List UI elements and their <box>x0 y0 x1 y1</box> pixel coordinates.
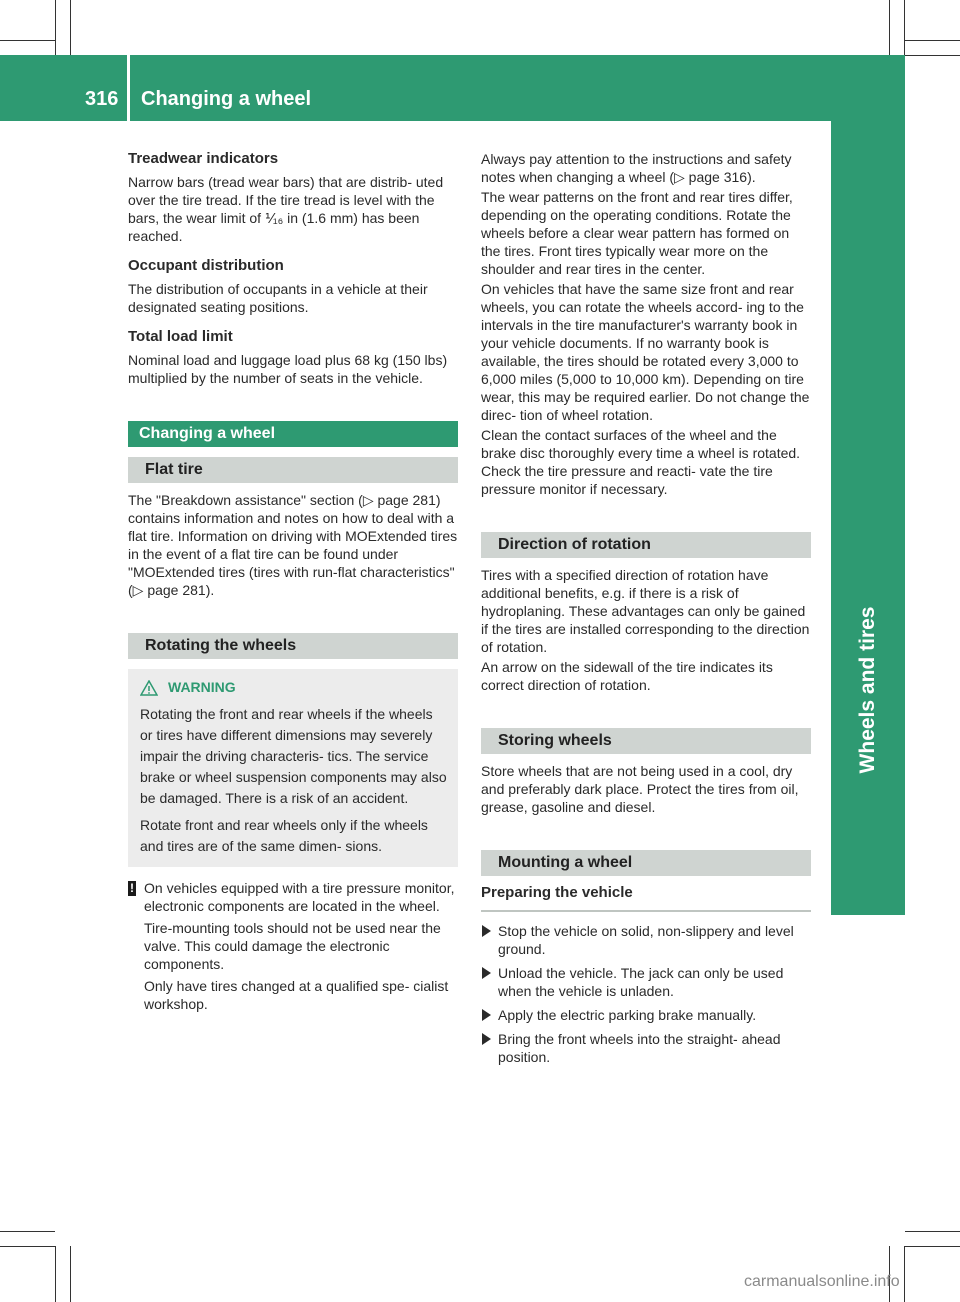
notice-body <box>144 879 458 1017</box>
step-arrow-icon <box>481 925 491 937</box>
section-changing-wheel: Changing a wheel <box>128 421 458 447</box>
crop-mark <box>889 0 890 55</box>
direction-heading: Direction of rotation <box>481 532 811 558</box>
notice-text-3: Only have tires changed at a qualified spe- cialist workshop. <box>144 978 449 1012</box>
notice-block <box>128 879 458 1017</box>
step-text: Apply the electric parking brake manually. <box>498 1007 757 1023</box>
flat-tire-heading: Flat tire <box>128 457 458 483</box>
right-column <box>481 150 811 1066</box>
mounting-heading: Mounting a wheel <box>481 850 811 876</box>
crop-mark <box>904 1246 905 1302</box>
crop-mark <box>0 40 55 41</box>
wear-pattern-text: The wear patterns on the front and rear tires differ, depending on the operating conditions. Rotate the wheels before a clear wear pattern has formed on the tires. Front tires typically wear more on the shoulder and rear tires in the center. <box>481 189 793 277</box>
step-text: Stop the vehicle on solid, non-slippery and level ground. <box>498 923 794 957</box>
header-divider <box>127 55 130 121</box>
flat-tire-text: The "Breakdown assistance" section (▷ page 281) contains information and notes on how to deal with a flat tire. Information on driving with MOExtended tires in the event of a flat tire can be found under "MOExtended tires (tires with run-flat characteristics" (▷ page 281). <box>128 492 458 598</box>
step-item <box>481 922 811 958</box>
crop-mark <box>55 1246 56 1302</box>
warning-label: WARNING <box>168 679 236 695</box>
notice-text-2: Tire-mounting tools should not be used near the valve. This could damage the electronic components. <box>144 920 441 972</box>
side-tab <box>831 121 905 915</box>
occupant-text: The distribution of occupants in a vehicle at their designated seating positions. <box>128 281 428 315</box>
warning-box <box>128 669 458 867</box>
header-title: Changing a wheel <box>141 88 312 110</box>
preparing-vehicle-heading: Preparing the vehicle <box>481 884 811 912</box>
crop-mark <box>55 0 56 55</box>
crop-mark <box>905 1231 960 1232</box>
crop-mark <box>905 1246 960 1247</box>
direction-text-1: Tires with a specified direction of rotation have additional benefits, e.g. if there is a risk of hydroplaning. These advantages can only be gained if the tires are installed corresponding to the direction of rotation. <box>481 567 810 655</box>
notice-text-1: On vehicles equipped with a tire pressure monitor, electronic components are located in the wheel. <box>144 880 455 914</box>
step-text: Bring the front wheels into the straight- ahead position. <box>498 1031 781 1065</box>
step-item <box>481 964 811 1000</box>
step-item <box>481 1030 811 1066</box>
crop-mark <box>70 1246 71 1302</box>
exclamation-icon: ! <box>130 881 134 895</box>
warning-text-2: Rotate front and rear wheels only if the wheels and tires are of the same dimen- sions. <box>140 817 428 854</box>
step-text: Unload the vehicle. The jack can only be used when the vehicle is unladen. <box>498 965 784 999</box>
treadwear-text: Narrow bars (tread wear bars) that are distrib- uted over the tire tread. If the tire tread is level with the bars, the wear limit of ⅟₁₆ in (1.6 mm) has been reached. <box>128 174 444 244</box>
watermark: carmanualsonline.info <box>744 1273 900 1290</box>
load-heading: Total load limit <box>128 328 233 345</box>
header-bar <box>0 55 905 121</box>
crop-mark <box>0 1231 55 1232</box>
direction-text-2: An arrow on the sidewall of the tire indicates its correct direction of rotation. <box>481 659 773 693</box>
warning-header <box>140 677 448 698</box>
warning-triangle-icon <box>140 680 158 696</box>
step-arrow-icon <box>481 1009 491 1021</box>
side-tab-label: Wheels and tires <box>856 606 879 774</box>
crop-mark <box>905 40 960 41</box>
crop-mark <box>904 0 905 55</box>
page-number: 316 <box>85 88 119 110</box>
clean-contact-text: Clean the contact surfaces of the wheel and the brake disc thoroughly every time a wheel is rotated. Check the tire pressure and reacti- vate the tire pressure monitor if necessary. <box>481 427 801 497</box>
occupant-heading: Occupant distribution <box>128 257 284 274</box>
left-column <box>128 150 458 1017</box>
step-arrow-icon <box>481 1033 491 1045</box>
crop-mark <box>905 55 960 56</box>
rotation-interval-text: On vehicles that have the same size front and rear wheels, you can rotate the wheels accord- ing to the intervals in the tire manufacturer's warranty book in your vehicle documents. If no warranty book is available, the tires should be rotated every 3,000 to 6,000 miles (5,000 to 10,000 km). Depending on tire wear, this may be required earlier. Do not change the direc- tion of wheel rotation. <box>481 281 810 423</box>
step-item <box>481 1006 811 1024</box>
crop-mark <box>70 0 71 55</box>
warning-text-1: Rotating the front and rear wheels if the wheels or tires have different dimensions may severely impair the driving characteris- tics. The service brake or wheel suspension components may also be damaged. There is a risk of an accident. <box>140 706 447 806</box>
intro-text: Always pay attention to the instructions and safety notes when changing a wheel (▷ page 316). <box>481 151 792 185</box>
rotating-heading: Rotating the wheels <box>128 633 458 659</box>
storing-heading: Storing wheels <box>481 728 811 754</box>
storing-text: Store wheels that are not being used in a cool, dry and preferably dark place. Protect the tires from oil, grease, gasoline and diesel. <box>481 763 799 815</box>
load-text: Nominal load and luggage load plus 68 kg (150 lbs) multiplied by the number of seats in the vehicle. <box>128 352 448 386</box>
treadwear-heading: Treadwear indicators <box>128 150 279 167</box>
crop-mark <box>0 1246 55 1247</box>
step-arrow-icon <box>481 967 491 979</box>
